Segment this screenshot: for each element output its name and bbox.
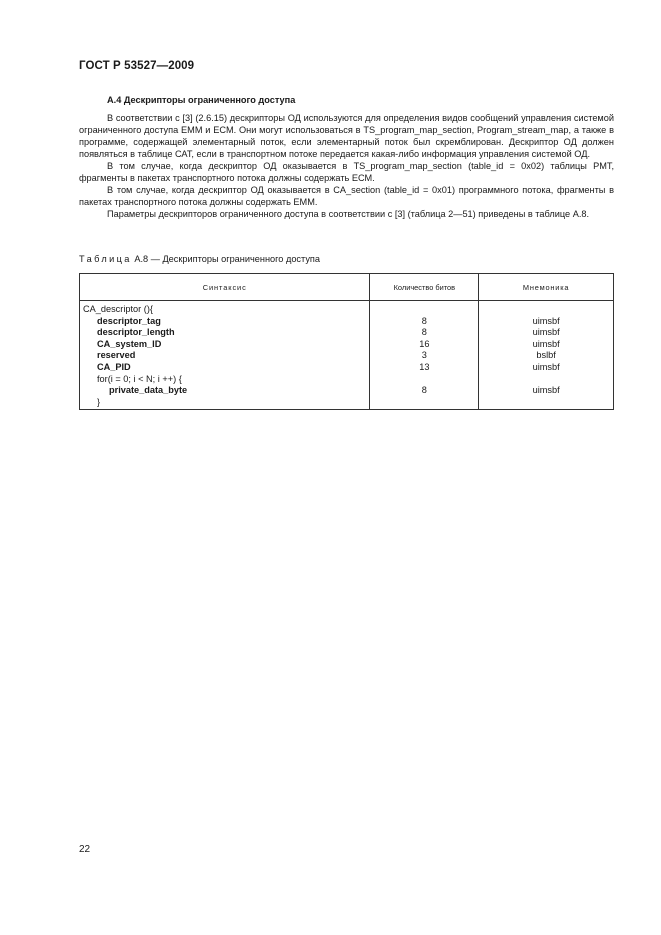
paragraph: В соответствии с [3] (2.6.15) дескрипторы ОД используются для определения видов сообщений управления системой ограниченного доступа ЕММ и ЕСМ. Они могут использоваться в TS_program_map_section, Program_stream_map, а также в программе, содержащей элементарный поток, если элементарный поток был скремблирован. Дескриптор ОД должен появляться в таблице САТ, если в транспортном потоке передается какая-либо информация управления системой ОД. [79, 113, 614, 160]
cell-mnemonic: uimsbf [479, 327, 614, 339]
cell-bits [370, 301, 479, 316]
table-caption-label: Таблица [79, 254, 132, 264]
section-title: А.4 Дескрипторы ограниченного доступа [107, 95, 296, 105]
header-mnemonic: Мнемоника [479, 274, 614, 301]
cell-bits: 3 [370, 350, 479, 362]
cell-syntax [80, 385, 370, 397]
syntax-text: CA_system_ID [97, 338, 162, 349]
paragraph: В том случае, когда дескриптор ОД оказывается в CA_section (table_id = 0x01) программного потока, фрагменты в пакетах транспортного потока должны содержать ЕММ. [79, 185, 614, 208]
cell-mnemonic [479, 374, 614, 386]
table-row [80, 316, 614, 328]
body-text [79, 112, 614, 220]
table-header-row [80, 274, 614, 301]
cell-mnemonic [479, 301, 614, 316]
cell-mnemonic: uimsbf [479, 385, 614, 397]
cell-syntax [80, 339, 370, 351]
syntax-text: descriptor_length [97, 327, 175, 338]
header-syntax: Синтаксис [80, 274, 370, 301]
table-caption-text: А.8 — Дескрипторы ограниченного доступа [131, 254, 321, 264]
syntax-text: } [97, 396, 101, 407]
cell-bits: 13 [370, 362, 479, 374]
cell-mnemonic: bslbf [479, 350, 614, 362]
descriptor-table [79, 273, 614, 410]
paragraph: В том случае, когда дескриптор ОД оказывается в TS_program_map_section (table_id = 0x02) таблицы PMT, фрагменты в пакетах транспортного потока должны содержать ЕСМ. [79, 161, 614, 184]
cell-mnemonic: uimsbf [479, 316, 614, 328]
cell-bits: 8 [370, 316, 479, 328]
cell-syntax [80, 362, 370, 374]
table-row [80, 362, 614, 374]
table-row [80, 339, 614, 351]
cell-bits: 8 [370, 385, 479, 397]
syntax-text: reserved [97, 350, 136, 361]
syntax-text: private_data_byte [109, 385, 188, 396]
cell-syntax [80, 374, 370, 386]
page-number: 22 [79, 844, 91, 855]
table-row [80, 327, 614, 339]
cell-syntax [80, 316, 370, 328]
cell-bits [370, 397, 479, 410]
cell-syntax [80, 327, 370, 339]
cell-mnemonic: uimsbf [479, 362, 614, 374]
table-caption [79, 254, 320, 264]
cell-mnemonic: uimsbf [479, 339, 614, 351]
table-row [80, 301, 614, 316]
cell-bits: 8 [370, 327, 479, 339]
syntax-text: CA_PID [97, 361, 131, 372]
header-bits: Количество битов [370, 274, 479, 301]
cell-syntax [80, 301, 370, 316]
document-id: ГОСТ Р 53527—2009 [79, 60, 195, 72]
cell-syntax [80, 397, 370, 410]
paragraph: Параметры дескрипторов ограниченного доступа в соответствии с [3] (таблица 2—51) приведены в таблице А.8. [107, 209, 590, 220]
cell-bits: 16 [370, 339, 479, 351]
cell-mnemonic [479, 397, 614, 410]
table-row [80, 350, 614, 362]
syntax-text: descriptor_tag [97, 315, 161, 326]
syntax-text: for(i = 0; i < N; i ++) { [97, 373, 182, 384]
cell-syntax [80, 350, 370, 362]
table-row [80, 385, 614, 397]
cell-bits [370, 374, 479, 386]
table-row [80, 397, 614, 410]
syntax-text: CA_descriptor (){ [83, 304, 153, 314]
table-row [80, 374, 614, 386]
